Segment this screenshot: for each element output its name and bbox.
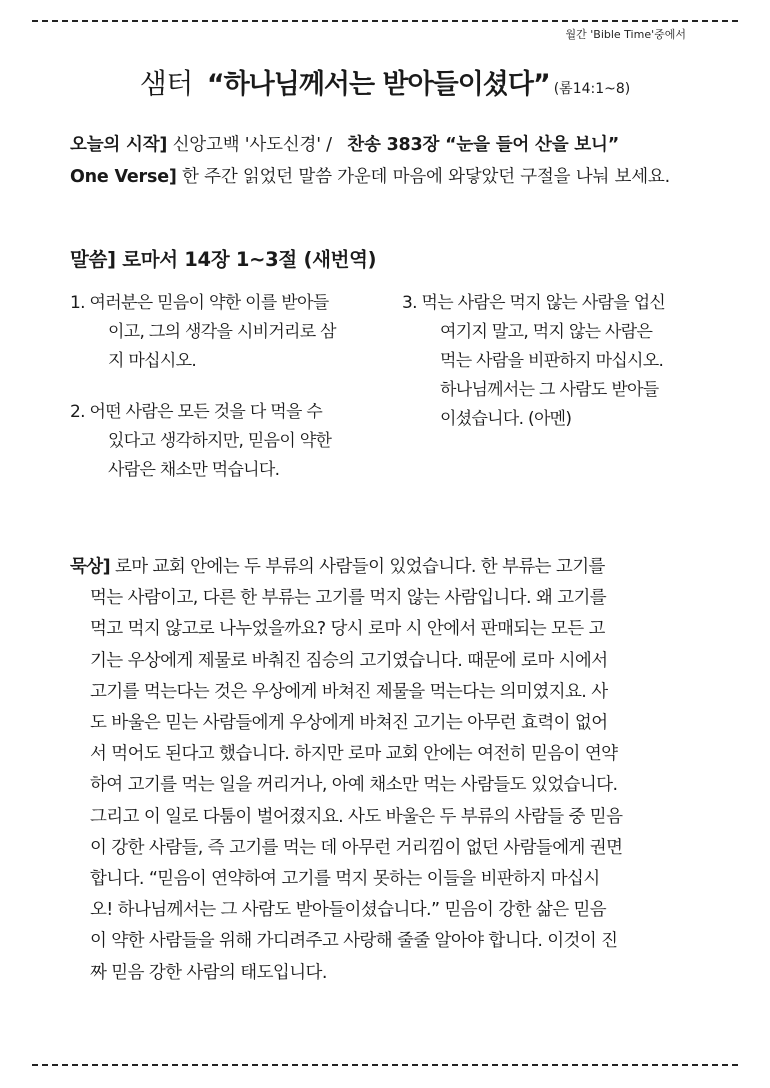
meditation-section (70, 552, 622, 989)
verse-line: 하나님께서는 그 사람도 받아들 (440, 380, 659, 400)
verse-line: 3. 먹는 사람은 먹지 않는 사람을 업신 (402, 293, 666, 313)
meditation-line: 서 먹어도 된다고 했습니다. 하지만 로마 교회 안에는 여전히 믿음이 연약 (90, 744, 618, 765)
bottom-dashed-rule (32, 1064, 738, 1066)
title-reference: (롬14:1~8) (553, 81, 631, 97)
verse-2 (70, 398, 331, 485)
verse-line: 지 마십시오. (108, 351, 197, 371)
source-note: 월간 'Bible Time'중에서 (565, 28, 686, 41)
opening-label: 오늘의 시작] (70, 135, 168, 155)
scripture-label: 말씀] (70, 248, 116, 271)
meditation-label: 묵상] (70, 557, 111, 577)
scripture-reference: 로마서 14장 1~3절 (새번역) (122, 248, 377, 271)
verse-3 (402, 289, 665, 434)
title-quote: “하나님께서는 받아들이셨다” (206, 69, 550, 100)
verse-line: 이고, 그의 생각을 시비거리로 삼 (108, 322, 336, 342)
meditation-line: 합니다. “믿음이 연약하여 고기를 먹지 못하는 이들을 비판하지 마십시 (90, 869, 600, 890)
top-dashed-rule (32, 20, 738, 22)
meditation-line: 짜 믿음 강한 사람의 태도입니다. (90, 962, 327, 983)
hymn-text: 찬송 383장 “눈을 들어 산을 보니” (347, 135, 620, 155)
verse-line: 있다고 생각하지만, 믿음이 약한 (108, 431, 332, 451)
verse-line: 먹는 사람을 비판하지 마십시오. (440, 351, 664, 371)
meditation-line: 오! 하나님께서는 그 사람도 받아들이셨습니다.” 믿음이 강한 삶은 믿음 (90, 900, 607, 921)
meditation-text: 로마 교회 안에는 두 부류의 사람들이 있었습니다. 한 부류는 고기를 (114, 557, 605, 577)
meditation-line: 그리고 이 일로 다툼이 벌어졌지요. 사도 바울은 두 부류의 사람들 중 믿음 (90, 806, 623, 827)
verse-line: 2. 어떤 사람은 모든 것을 다 먹을 수 (70, 402, 323, 422)
meditation-line: 하여 고기를 먹는 일을 꺼리거나, 아예 채소만 먹는 사람들도 있었습니다. (90, 775, 618, 796)
meditation-line: 이 약한 사람들을 위해 가디려주고 사랑해 줄줄 알아야 합니다. 이것이 진 (90, 931, 618, 952)
meditation-line (70, 552, 622, 583)
meditation-line: 먹고 먹지 않고로 나누었을까요? 당시 로마 시 안에서 판매되는 모든 고 (90, 619, 605, 640)
title-prefix: 샘터 (139, 67, 193, 100)
meditation-line: 이 강한 사람들, 즉 고기를 먹는 데 아무런 거리낌이 없던 사람들에게 권면 (90, 837, 623, 858)
verse-line: 여기지 말고, 먹지 않는 사람은 (440, 322, 653, 342)
one-verse-line (70, 163, 670, 188)
page-title (0, 62, 770, 102)
meditation-line: 도 바울은 믿는 사람들에게 우상에게 바쳐진 고기는 아무런 효력이 없어 (90, 713, 608, 734)
scripture-heading (70, 244, 376, 272)
verse-line: 이셨습니다. (아멘) (440, 409, 572, 429)
verse-line: 1. 여러분은 믿음이 약한 이를 받아들 (70, 293, 329, 313)
meditation-line: 기는 우상에게 제물로 바춰진 짐승의 고기였습니다. 때문에 로마 시에서 (90, 650, 608, 671)
opening-text: 신앙고백 '사도신경' / (172, 135, 332, 155)
one-verse-label: One Verse] (70, 167, 177, 187)
opening-line (70, 131, 619, 156)
verse-1 (70, 289, 336, 376)
verse-line: 사람은 채소만 먹습니다. (108, 460, 280, 480)
one-verse-text: 한 주간 읽었던 말씀 가운데 마음에 와닿았던 구절을 나눠 보세요. (182, 167, 671, 187)
meditation-line: 고기를 먹는다는 것은 우상에게 바쳐진 제물을 먹는다는 의미였지요. 사 (90, 681, 608, 702)
meditation-line: 먹는 사람이고, 다른 한 부류는 고기를 먹지 않는 사람입니다. 왜 고기를 (90, 588, 607, 609)
